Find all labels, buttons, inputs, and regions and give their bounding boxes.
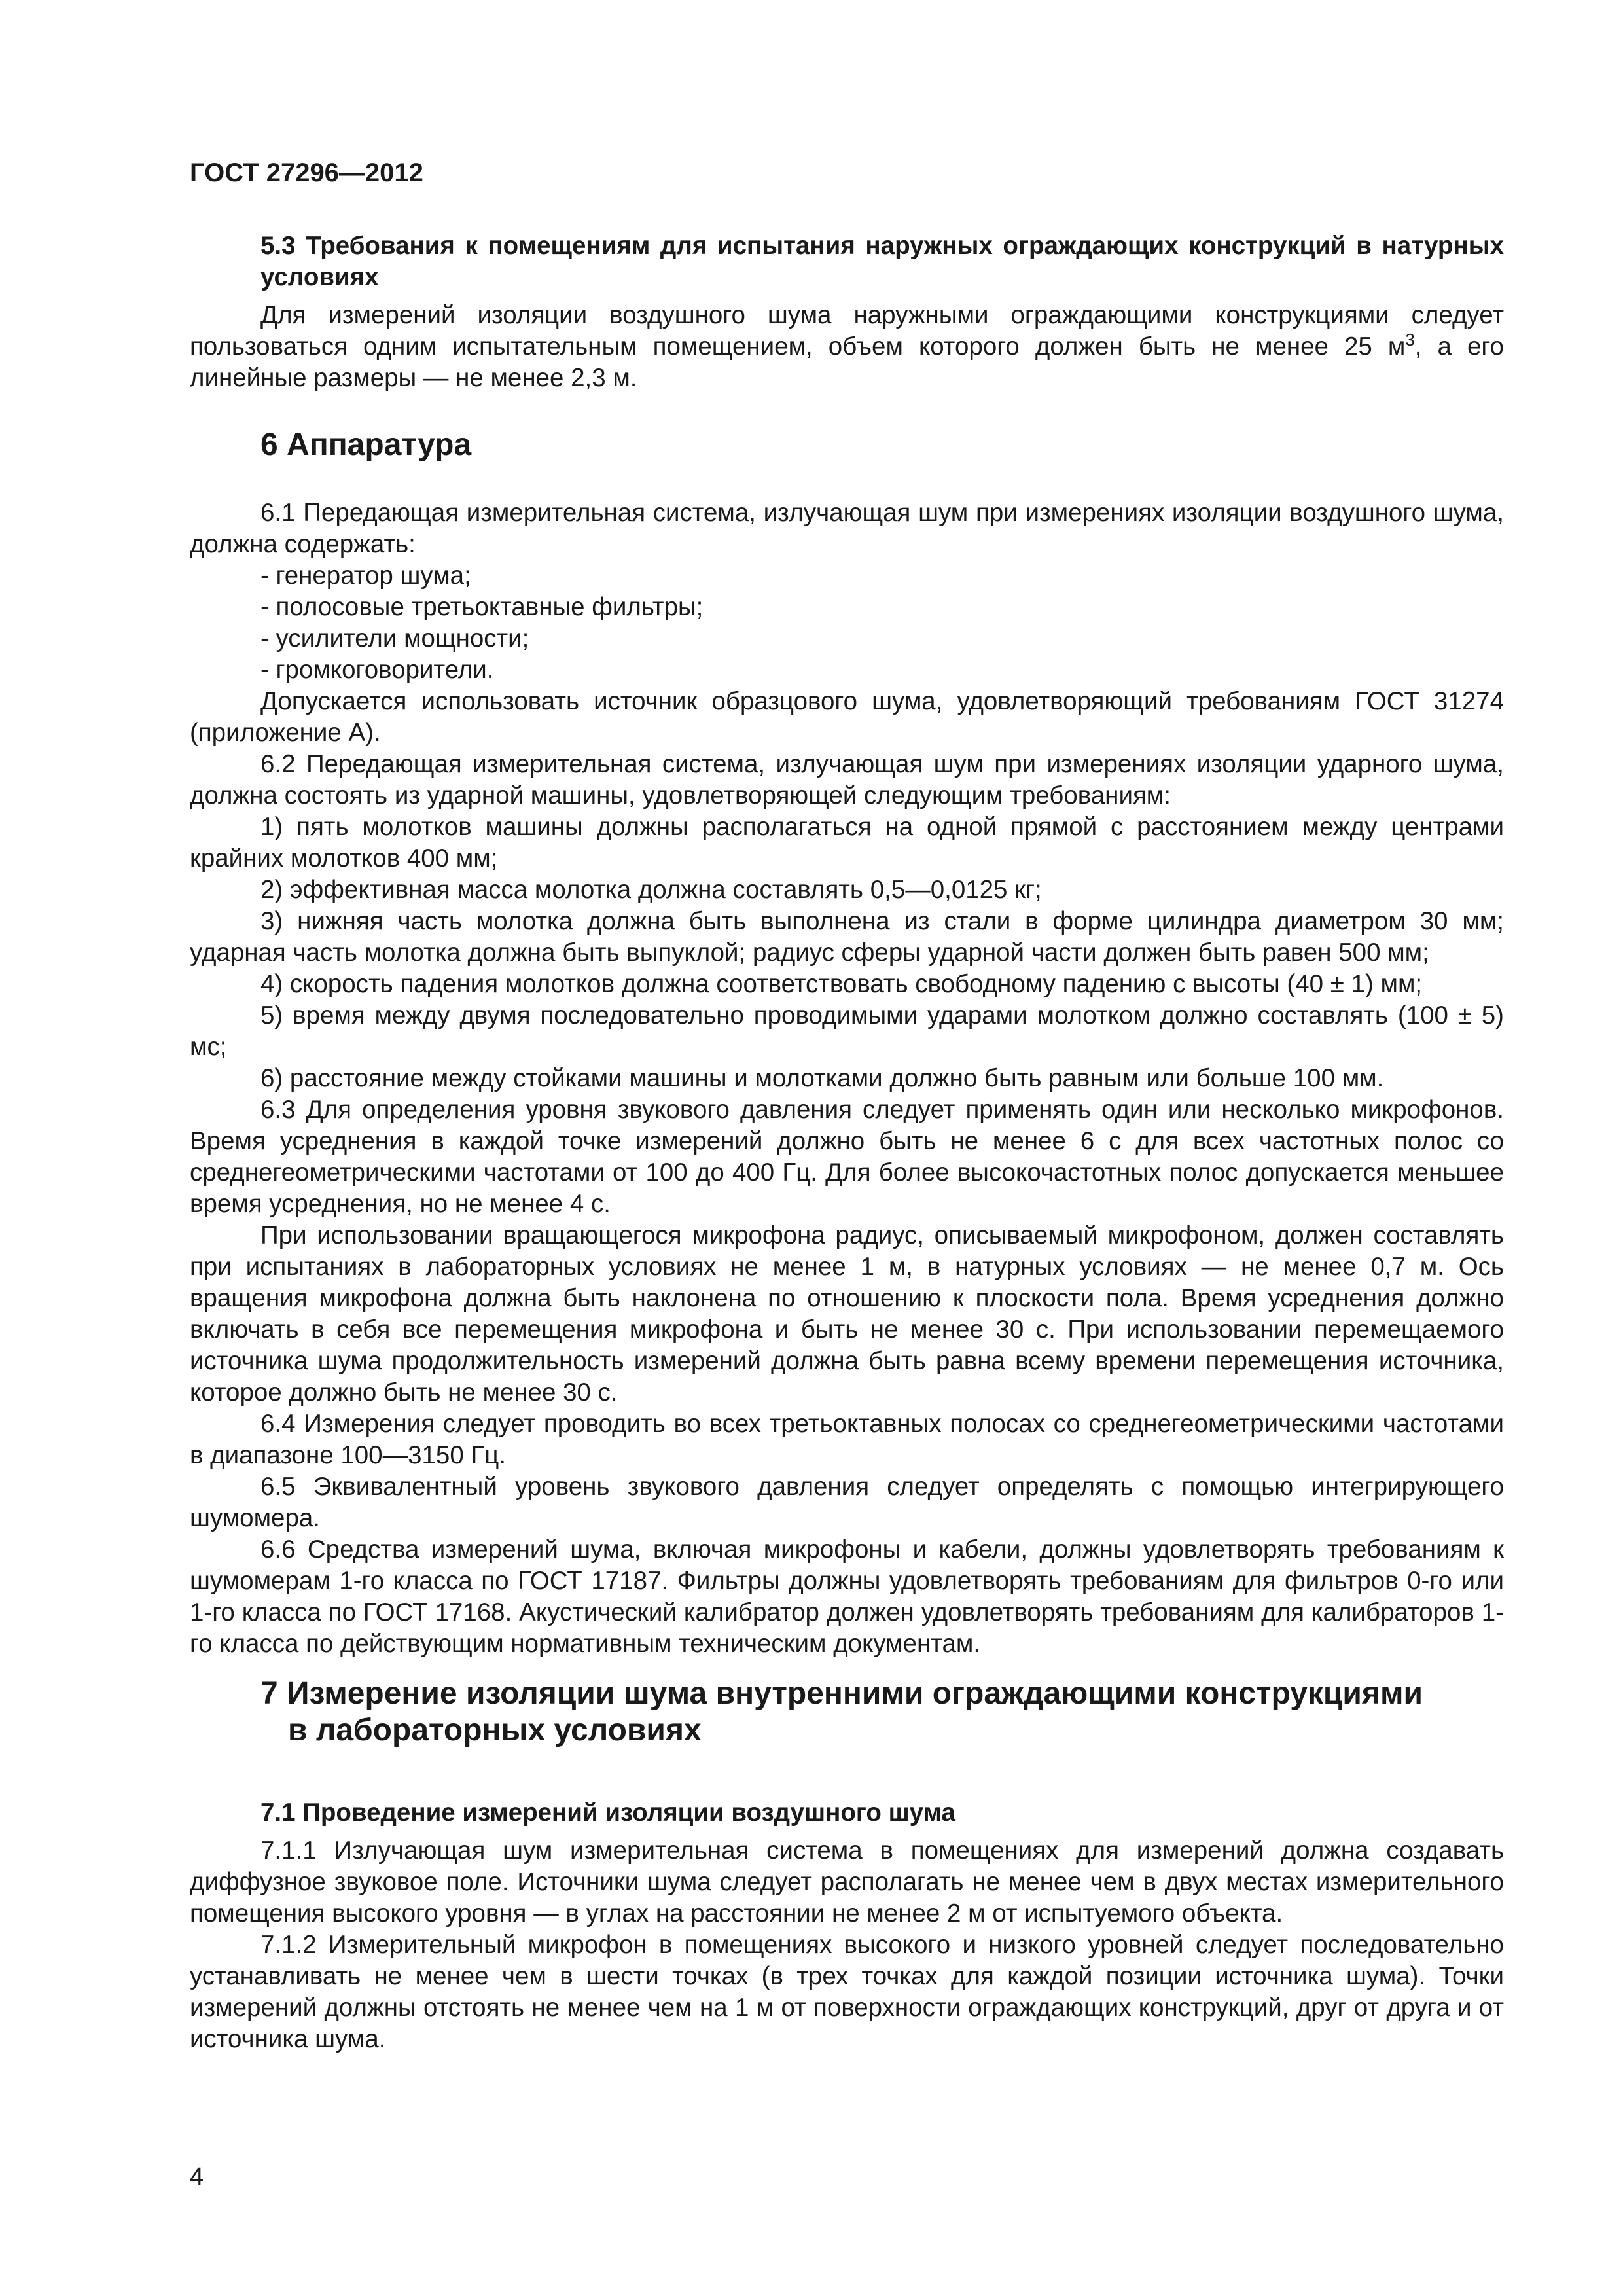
superscript: 3 — [1405, 330, 1415, 350]
list-item: - громкоговорители. — [260, 656, 494, 684]
list-item: - генератор шума; — [260, 562, 471, 590]
subsection-7-1-heading: 7.1 Проведение измерений изоляции воздушного шума — [260, 1799, 955, 1827]
section-5-3-heading: 5.3 Требования к помещениям для испытания наружных ограждающих конструкций в натурных условиях — [260, 232, 1504, 291]
clause-6-2-item-5: 5) время между двумя последовательно проводимыми ударами молотком должно составлять (100 ± 5) мс; — [190, 1001, 1504, 1061]
paragraph-text: Для измерений изоляции воздушного шума наружными ограждающими конструкциями следует пользоваться одним испытательным помещением, объем которого должен быть не менее 25 м — [190, 301, 1504, 361]
clause-6-4: 6.4 Измерения следует проводить во всех третьоктавных полосах со среднегеометрическими частотами в диапазоне 100—3150 Гц. — [190, 1410, 1504, 1469]
section-7-heading-line-2: в лабораторных условиях — [288, 1713, 702, 1748]
clause-6-2-item-1: 1) пять молотков машины должны располагаться на одной прямой с расстоянием между центрами крайних молотков 400 мм; — [190, 813, 1504, 872]
paragraph-text: , а его линейные размеры — не менее 2,3 м. — [190, 332, 1504, 392]
document-id-header: ГОСТ 27296—2012 — [190, 158, 423, 187]
page-number: 4 — [190, 2163, 204, 2191]
clause-6-2-item-4: 4) скорость падения молотков должна соответствовать свободному падению с высоты (40 ± 1) мм; — [260, 970, 1423, 998]
section-7 — [190, 1676, 1504, 1749]
list-item: - усилители мощности; — [260, 624, 529, 653]
section-7-heading-line-1: 7 Измерение изоляции шума внутренними ограждающими конструкциями — [260, 1676, 1423, 1711]
section-6-heading: 6 Аппаратура — [260, 427, 472, 462]
section-5-3-paragraph — [190, 300, 1504, 394]
clause-6-2-item-2: 2) эффективная масса молотка должна составлять 0,5—0,0125 кг; — [260, 876, 1042, 904]
section-7-heading — [190, 1676, 1504, 1749]
section-6 — [190, 425, 1504, 465]
clause-6-5: 6.5 Эквивалентный уровень звукового давления следует определять с помощью интегрирующего шумомера. — [190, 1473, 1504, 1532]
clause-7-1-1: 7.1.1 Излучающая шум измерительная система в помещениях для измерений должна создавать диффузное звуковое поле. Источники шума следует располагать не менее чем в двух местах измерительного помещения высокого уровня — в углах на расстоянии не менее 2 м от испытуемого объекта. — [190, 1837, 1504, 1928]
section-7-body — [190, 1797, 1504, 2055]
clause-6-1: 6.1 Передающая измерительная система, излучающая шум при измерениях изоляции воздушного шума, должна содержать: — [190, 499, 1504, 558]
section-6-body — [190, 497, 1504, 1660]
clause-6-2-item-6: 6) расстояние между стойками машины и молотками должно быть равным или больше 100 мм. — [260, 1064, 1384, 1092]
clause-6-2-item-3: 3) нижняя часть молотка должна быть выполнена из стали в форме цилиндра диаметром 30 мм; ударная часть молотка должна быть выпуклой; радиус сферы ударной части должен быть равен 500 мм; — [190, 907, 1504, 967]
clause-6-2: 6.2 Передающая измерительная система, излучающая шум при измерениях изоляции ударного шума, должна состоять из ударной машины, удовлетворяющей следующим требованиям: — [190, 750, 1504, 810]
clause-6-6: 6.6 Средства измерений шума, включая микрофоны и кабели, должны удовлетворять требованиям к шумомерам 1-го класса по ГОСТ 17187. Фильтры должны удовлетворять требованиям для фильтров 0-го или 1-го класса по ГОСТ 17168. Акустический калибратор должен удовлетворять требованиям для калибраторов 1-го класса по действующим нормативным техническим документам. — [190, 1535, 1504, 1658]
clause-6-3: 6.3 Для определения уровня звукового давления следует применять один или несколько микрофонов. Время усреднения в каждой точке измерений должно быть не менее 6 с для всех частотных полос со среднегеометрическими частотами от 100 до 400 Гц. Для более высокочастотных полос допускается меньшее время усреднения, но не менее 4 с. — [190, 1096, 1504, 1218]
clause-6-3-rotating-mic: При использовании вращающегося микрофона радиус, описываемый микрофоном, должен составлять при испытаниях в лабораторных условиях не менее 1 м, в натурных условиях — не менее 0,7 м. Ось вращения микрофона должна быть наклонена по отношению к плоскости пола. Время усреднения должно включать в себя все перемещения микрофона и быть не менее 30 с. При использовании перемещаемого источника шума продолжительность измерений должна быть равна всему времени перемещения источника, которое должно быть не менее 30 с. — [190, 1221, 1504, 1407]
section-5-3 — [190, 230, 1504, 394]
clause-6-1-note: Допускается использовать источник образцового шума, удовлетворяющий требованиям ГОСТ 31274 (приложение А). — [190, 687, 1504, 747]
clause-7-1-2: 7.1.2 Измерительный микрофон в помещениях высокого и низкого уровней следует последовательно устанавливать не менее чем в шести точках (в трех точках для каждой позиции источника шума). Точки измерений должны отстоять не менее чем на 1 м от поверхности ограждающих конструкций, друг от друга и от источника шума. — [190, 1931, 1504, 2053]
list-item: - полосовые третьоктавные фильтры; — [260, 593, 704, 621]
